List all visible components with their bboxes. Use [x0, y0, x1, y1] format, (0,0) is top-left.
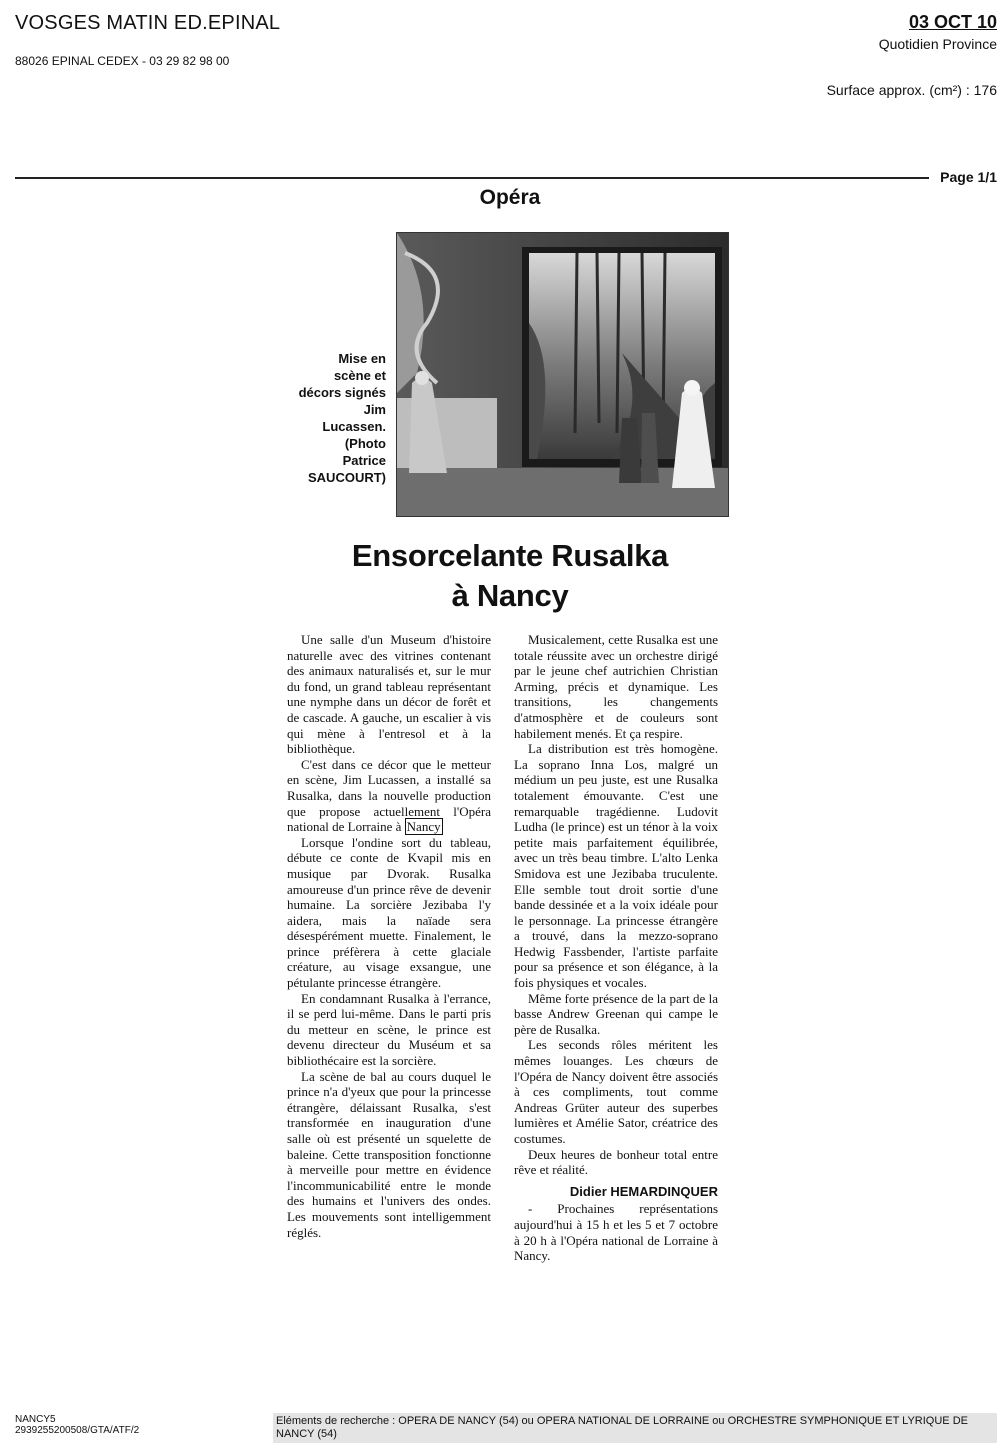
footer-code: NANCY5	[15, 1414, 56, 1425]
paragraph: Les seconds rôles méritent les mêmes louanges. Les chœurs de l'Opéra de Nancy doivent être associés à ces compliments, tout comme Andreas Grüter auteur des superbes lumières et Amélie Sator, créatrice des costumes.	[514, 1037, 718, 1146]
headline-line: à Nancy	[451, 578, 569, 613]
figure-head	[415, 371, 429, 385]
publication-date: 03 OCT 10	[908, 12, 997, 32]
caption-line: Jim	[363, 402, 386, 417]
caption-line: scène et	[333, 368, 386, 383]
paragraph	[287, 757, 491, 835]
article-column-2	[514, 632, 718, 1264]
article-rubric: Opéra	[479, 186, 541, 209]
caption-line: SAUCOURT)	[308, 470, 386, 485]
paragraph: Musicalement, cette Rusalka est une totale réussite avec un orchestre dirigé par le jeune chef autrichien Christian Arming, précis et dynamique. Les transitions, les changements d'atmosphère et de couleurs sont habilement menés. Et ça respire.	[514, 632, 718, 741]
paragraph: Une salle d'un Museum d'histoire naturelle avec des vitrines contenant des animaux naturalisés et, sur le mur du fond, un grand tableau représentant une nymphe dans un décor de forêt et de cascade. A gauche, un escalier à vis qui mène à l'entresol et à la bibliothèque.	[287, 632, 491, 757]
caption-line: décors signés	[298, 385, 386, 400]
paragraph-text: C'est dans ce décor que le metteur en scène, Jim Lucassen, a installé sa Rusalka, dans la nouvelle production que propose actuellement l'Opéra national de Lorraine à	[287, 756, 491, 835]
caption-line: (Photo	[344, 436, 386, 451]
paragraph: Deux heures de bonheur total entre rêve et réalité.	[514, 1146, 718, 1178]
article-column-1	[287, 632, 491, 1240]
photo-caption	[290, 350, 386, 486]
paragraph: Même forte présence de la part de la basse Andrew Greenan qui campe le père de Rusalka.	[514, 990, 718, 1037]
paragraph: La distribution est très homogène. La soprano Inna Los, malgré un médium un peu juste, est une Rusalka totalement émouvante. C'est une remarquable tragédienne. Ludovit Ludha (le prince) est un ténor à la voix petite mais parfaitement équilibrée, avec un très beau timbre. L'alto Lenka Smidova est une Jezibaba truculente. Elle semble tout droit sortie d'une bande dessinée et a la voix idéale pour le personnage. La princesse étrangère a trouvé, dans la mezzo-soprano Hedwig Fassbender, l'artiste parfaite pour sa présence et son élégance, à la fois physiques et vocales.	[514, 741, 718, 991]
footer-code: 2939255200508/GTA/ATF/2	[15, 1425, 140, 1436]
stage-photo	[396, 232, 729, 517]
author-signature: Didier HEMARDINQUER	[569, 1183, 718, 1199]
page-number: Page 1/1	[940, 169, 997, 185]
caption-line: Lucassen.	[322, 419, 386, 434]
publication-type: Quotidien Province	[878, 36, 997, 52]
caption-line: Patrice	[342, 453, 386, 468]
paragraph: Lorsque l'ondine sort du tableau, débute ce conte de Kvapil mis en musique par Dvorak. Rusalka amoureuse d'un prince rêve de devenir humaine. La sorcière Jezibaba l'y aidera, mais la naïade sera désespérément muette. Finalement, le prince préfèrera à cette glaciale créature, au visage exsangue, une pétulante princesse étrangère.	[287, 834, 491, 991]
publication-name: VOSGES MATIN ED.EPINAL	[15, 12, 281, 34]
header-rule	[15, 177, 929, 179]
footer-codes	[15, 1414, 139, 1436]
caption-line: Mise en	[338, 351, 386, 366]
rusalka-head	[684, 380, 700, 396]
highlighted-keyword: Nancy	[406, 819, 441, 835]
performance-info: - Prochaines représentations aujourd'hui à 15 h et les 5 et 7 octobre à 20 h à l'Opéra national de Lorraine à Nancy.	[514, 1201, 718, 1264]
headline-line: Ensorcelante Rusalka	[351, 538, 669, 573]
surface-info: Surface approx. (cm²) : 176	[826, 82, 997, 98]
publication-address: 88026 EPINAL CEDEX - 03 29 82 98 00	[15, 54, 230, 68]
article-headline	[300, 536, 720, 616]
search-keywords: Eléments de recherche : OPERA DE NANCY (54) ou OPERA NATIONAL DE LORRAINE ou ORCHESTRE SYMPHONIQUE ET LYRIQUE DE NANCY (54)	[273, 1413, 997, 1443]
paragraph: En condamnant Rusalka à l'errance, il se perd lui-même. Dans le parti pris du metteur en scène, le prince est devenu directeur du Muséum et sa bibliothécaire est la sorcière.	[287, 990, 491, 1069]
paragraph: La scène de bal au cours duquel le prince n'a d'yeux que pour la princesse étrangère, délaissant Rusalka, s'est transformée en inauguration d'une salle où est présenté un squelette de baleine. Cette transposition fonctionne à merveille pour mettre en évidence l'incommunicabilité entre le monde des humains et l'univers des ondes. Les mouvements sont intelligemment réglés.	[287, 1068, 491, 1240]
